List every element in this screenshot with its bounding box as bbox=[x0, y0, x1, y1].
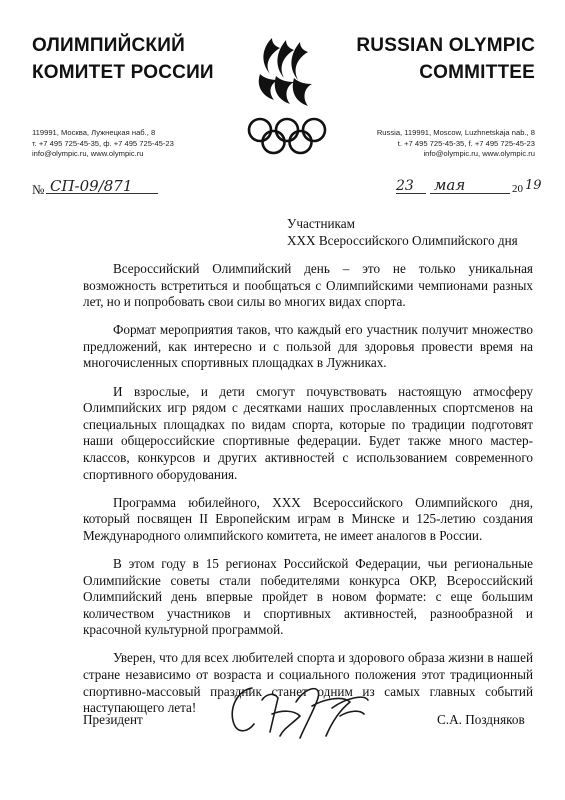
contacts-en bbox=[377, 128, 535, 160]
signatory-name: С.А. Поздняков bbox=[437, 712, 525, 727]
handwritten-signature bbox=[222, 680, 372, 742]
contacts-en-address: Russia, 119991, Moscow, Luzhnetskaja nab., 8 bbox=[376, 128, 535, 137]
org-name-ru-line-2: КОМИТЕТ РОССИИ bbox=[32, 62, 214, 83]
contacts-en-web: info@olympic.ru, www.olympic.ru bbox=[423, 149, 535, 158]
paragraph-6: Уверен, что для всех любителей спорта и здорового образа жизни в нашей стране независимо от возраста и социального положения этот традиционный спортивно-массовый праздник станет одним из самых главных событий наступающего лета! bbox=[83, 650, 533, 716]
date-day-underline bbox=[396, 193, 426, 194]
contacts-ru-web: info@olympic.ru, www.olympic.ru bbox=[32, 149, 144, 158]
olympic-committee-emblem-icon bbox=[246, 34, 328, 162]
paragraph-3: И взрослые, и дети смогут почувствовать настоящую атмосферу Олимпийских игр рядом с десятками наших прославленных спортсменов на специальных площадках по видам спорта, которые по традиции подготовят наши общероссийские спортивные федерации. Будет также много мастер-классов, конкурсов и других активностей с использованием современного спортивного оборудования. bbox=[83, 383, 533, 482]
addressee bbox=[287, 215, 518, 249]
signatory-title: Президент bbox=[83, 712, 143, 727]
date-day: 23 bbox=[396, 178, 414, 194]
addressee-line-2: XXX Всероссийского Олимпийского дня bbox=[287, 233, 518, 248]
paragraph-1: Всероссийский Олимпийский день – это не только уникальная возможность встретиться и пообщаться с Олимпийскими чемпионами разных лет, но и попробовать свои силы во многих видах спорта. bbox=[83, 261, 533, 310]
date-month: мая bbox=[434, 176, 466, 194]
org-name-ru bbox=[32, 32, 214, 86]
org-name-en-line-2: COMMITTEE bbox=[419, 62, 535, 83]
contacts-ru bbox=[32, 128, 174, 160]
contacts-ru-phone: т. +7 495 725-45-35, ф. +7 495 725-45-23 bbox=[32, 138, 174, 148]
contacts-ru-address: 119991, Москва, Лужнецкая наб., 8 bbox=[32, 128, 156, 137]
letter-body bbox=[83, 261, 533, 728]
paragraph-2: Формат мероприятия таков, что каждый его участник получит множество предложений, как интересно и с пользой для здоровья провести время на многочисленных спортивных площадках в Лужниках. bbox=[83, 322, 533, 371]
addressee-line-1: Участникам bbox=[287, 216, 355, 231]
org-name-ru-line-1: ОЛИМПИЙСКИЙ bbox=[32, 35, 185, 56]
paragraph-5: В этом году в 15 регионах Российской Федерации, чьи региональные Олимпийские советы стали победителями конкурса ОКР, Всероссийский Олимпийский день впервые пройдет в новом формате: с еще большим количеством участников и спортивных активностей, разнообразной и красочной культурной программой. bbox=[83, 555, 533, 638]
org-name-en bbox=[356, 32, 535, 86]
paragraph-4: Программа юбилейного, XXX Всероссийского Олимпийского дня, который посвящен II Европейским играм в Минске и 125-летию создания Международного олимпийского комитета, не имеет аналогов в России. bbox=[83, 494, 533, 543]
date-month-underline bbox=[430, 193, 510, 194]
reference-prefix: № bbox=[32, 182, 45, 197]
reference-number: СП-09/871 bbox=[50, 177, 133, 195]
date-year-prefix: 20 bbox=[512, 183, 523, 195]
date-year-suffix: 19 bbox=[525, 178, 542, 193]
org-name-en-line-1: RUSSIAN OLYMPIC bbox=[356, 35, 535, 56]
contacts-en-phone: t. +7 495 725-45-35, f. +7 495 725-45-23 bbox=[397, 138, 535, 148]
